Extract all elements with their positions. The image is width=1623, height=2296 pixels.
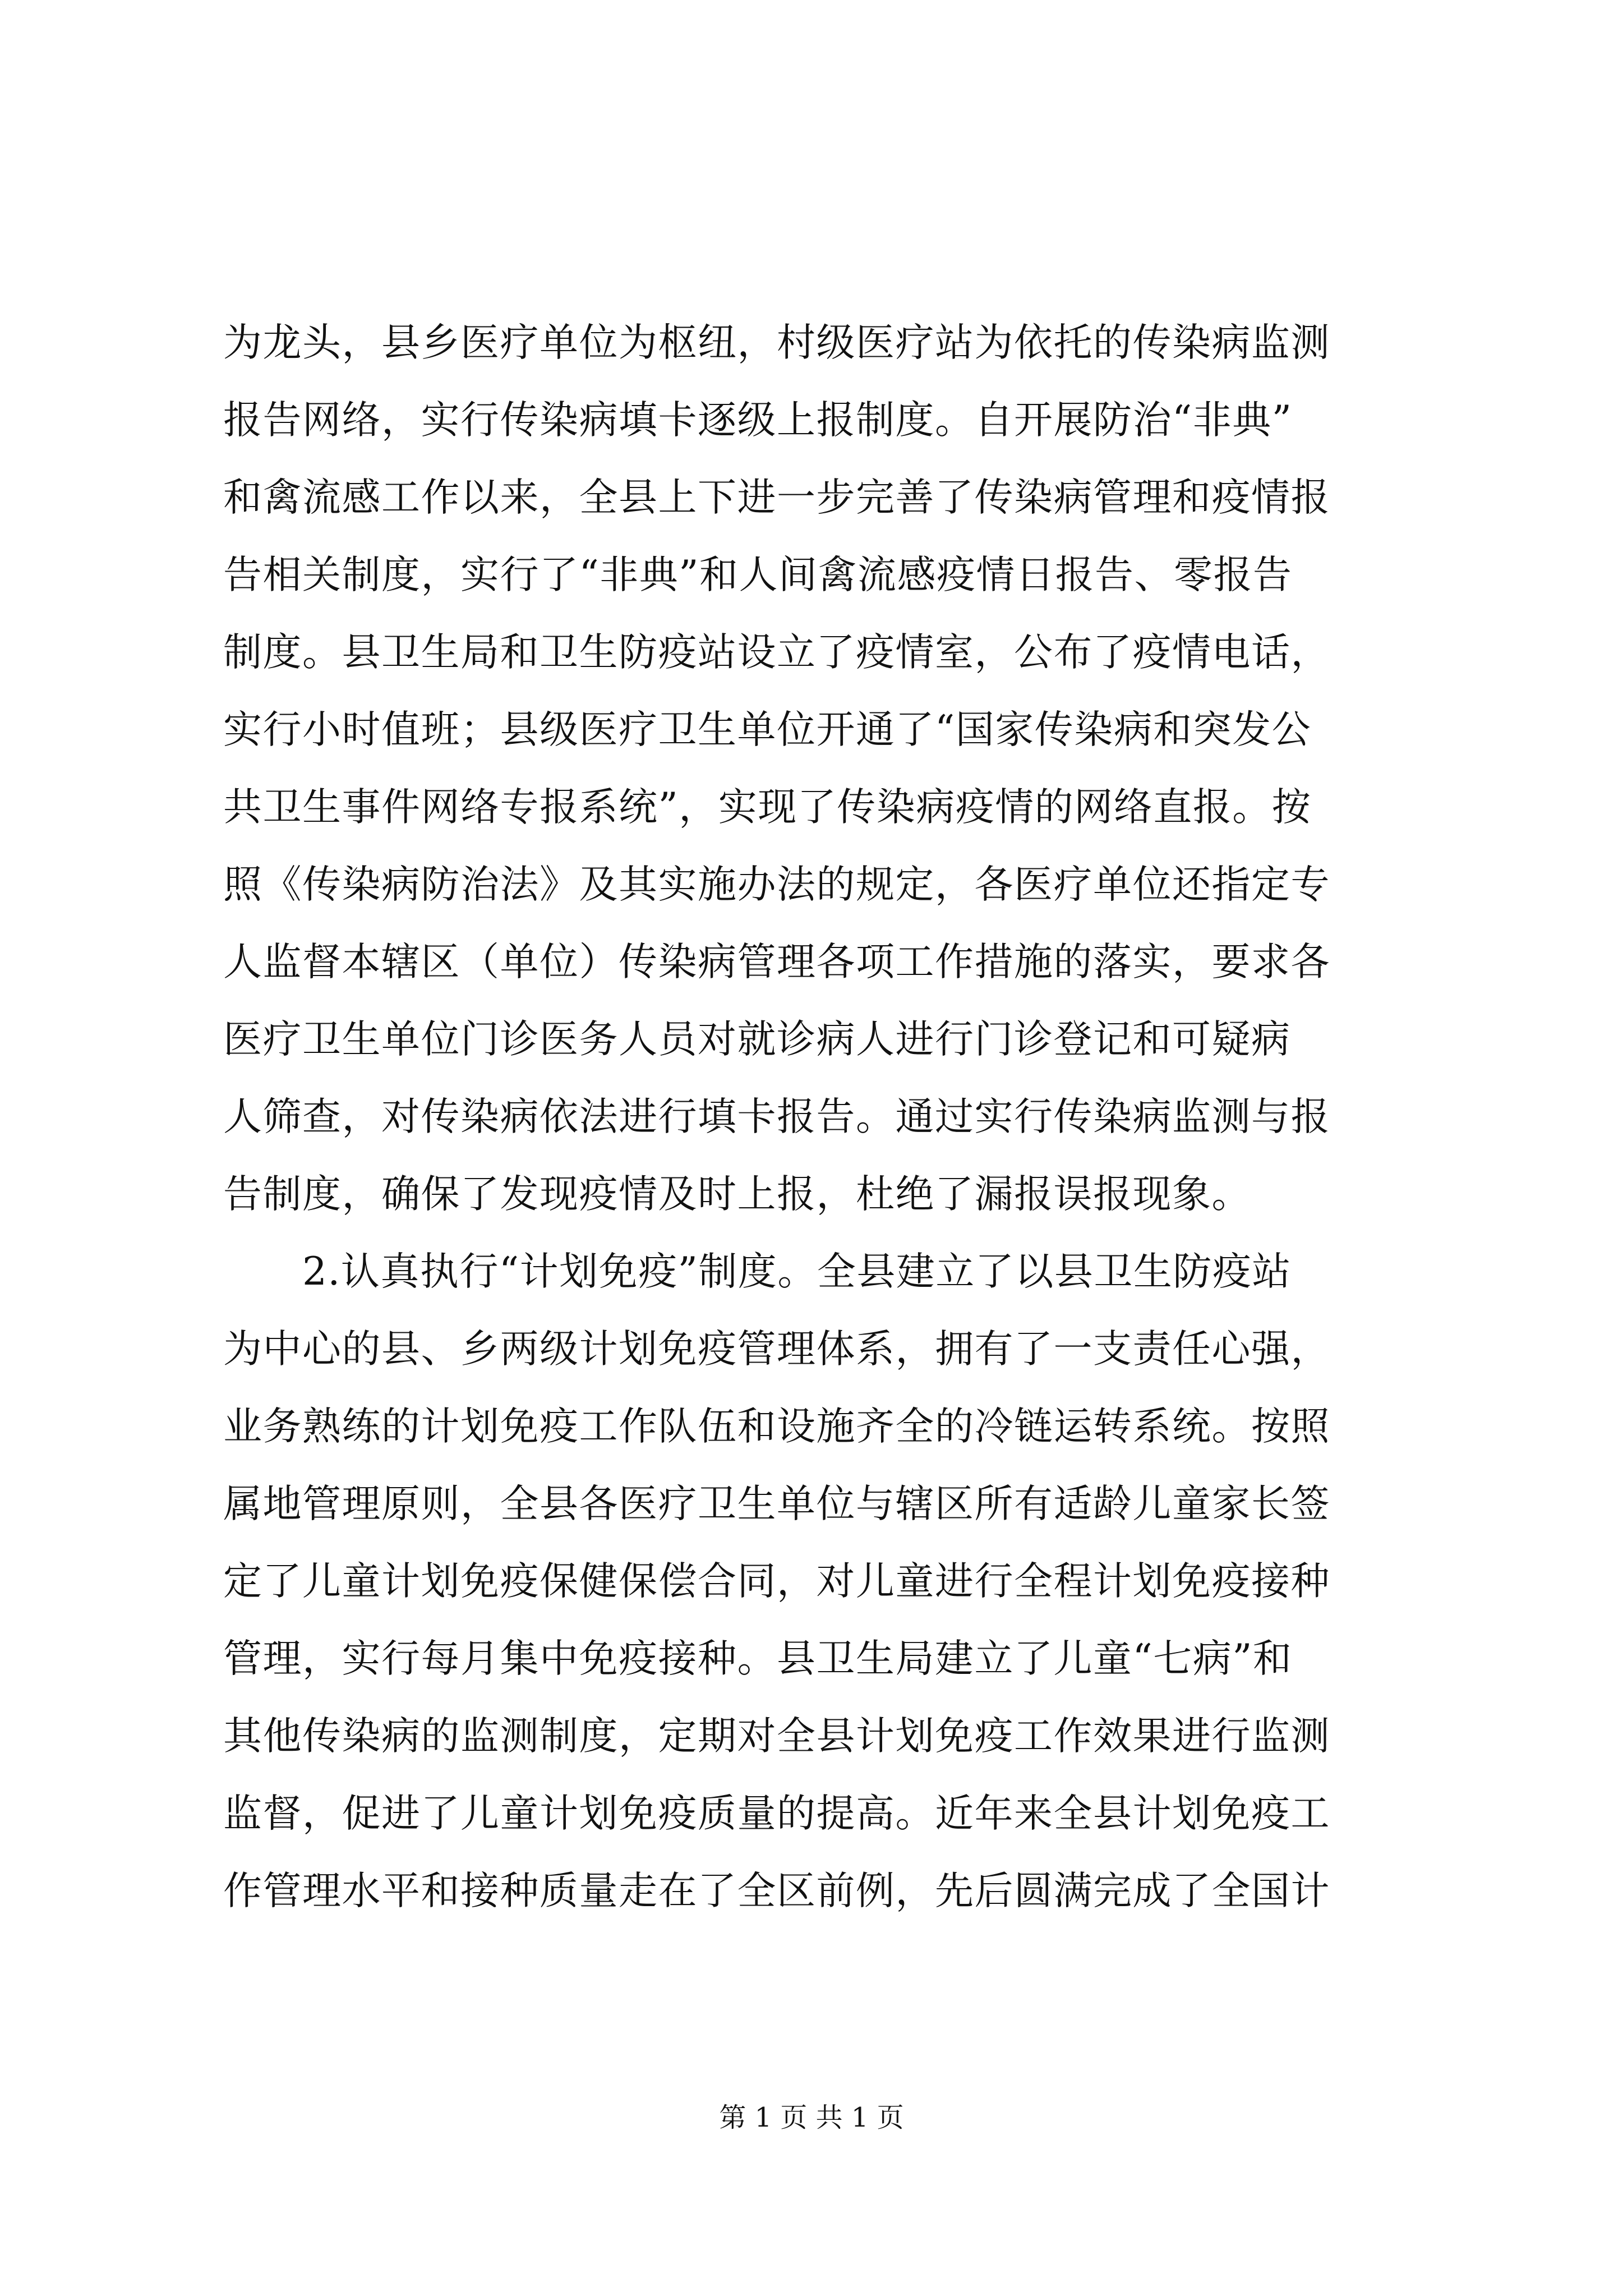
body-line: 和禽流感工作以来，全县上下进一步完善了传染病管理和疫情报 [223, 475, 1330, 520]
body-line: 为龙头，县乡医疗单位为枢纽，村级医疗站为依托的传染病监测 [223, 320, 1330, 365]
body-line: 报告网络，实行传染病填卡逐级上报制度。自开展防治“非典” [223, 398, 1293, 443]
body-line: 监督，促进了儿童计划免疫质量的提高。近年来全县计划免疫工 [223, 1791, 1330, 1836]
body-line: 作管理水平和接种质量走在了全区前例，先后圆满完成了全国计 [223, 1869, 1330, 1913]
body-line: 共卫生事件网络专报系统”，实现了传染病疫情的网络直报。按 [223, 785, 1312, 830]
body-line: 告制度，确保了发现疫情及时上报，杜绝了漏报误报现象。 [223, 1172, 1251, 1217]
body-line: 为中心的县、乡两级计划免疫管理体系，拥有了一支责任心强， [223, 1327, 1330, 1372]
body-line: 管理，实行每月集中免疫接种。县卫生局建立了儿童“七病”和 [223, 1636, 1293, 1681]
body-line: 照《传染病防治法》及其实施办法的规定，各医疗单位还指定专 [223, 862, 1330, 907]
body-line: 人监督本辖区（单位）传染病管理各项工作措施的落实，要求各 [223, 940, 1330, 984]
body-line: 2.认真执行“计划免疫”制度。全县建立了以县卫生防疫站 [223, 1249, 1292, 1294]
body-line: 定了儿童计划免疫保健保偿合同，对儿童进行全程计划免疫接种 [223, 1559, 1330, 1604]
page-number-footer: 第 1 页 共 1 页 [719, 2102, 904, 2133]
body-line: 医疗卫生单位门诊医务人员对就诊病人进行门诊登记和可疑病 [223, 1017, 1291, 1062]
body-line: 实行小时值班；县级医疗卫生单位开通了“国家传染病和突发公 [223, 707, 1312, 752]
document-body [223, 304, 1407, 1930]
body-line: 业务熟练的计划免疫工作队伍和设施齐全的冷链运转系统。按照 [223, 1404, 1330, 1449]
body-line: 制度。县卫生局和卫生防疫站设立了疫情室，公布了疫情电话， [223, 630, 1330, 675]
body-line: 人筛查，对传染病依法进行填卡报告。通过实行传染病监测与报 [223, 1094, 1330, 1139]
body-line: 属地管理原则，全县各医疗卫生单位与辖区所有适龄儿童家长签 [223, 1481, 1330, 1526]
body-line: 告相关制度，实行了“非典”和人间禽流感疫情日报告、零报告 [223, 553, 1293, 597]
body-line: 其他传染病的监测制度，定期对全县计划免疫工作效果进行监测 [223, 1714, 1330, 1759]
